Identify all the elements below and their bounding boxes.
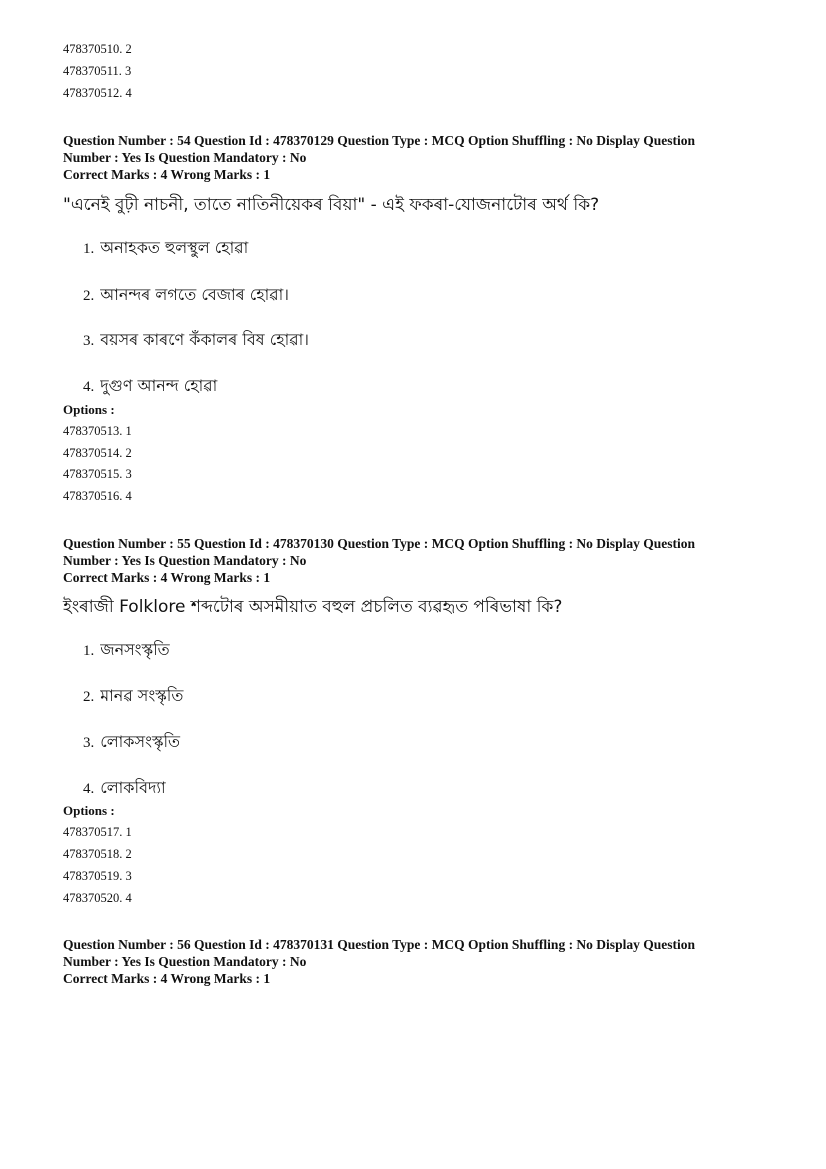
question-54-choice xyxy=(83,330,309,351)
option-id: 478370514. 2 xyxy=(63,446,132,460)
option-id: 478370519. 3 xyxy=(63,869,132,883)
choice-text: আনন্দৰ লগতে বেজাৰ হোৱা। xyxy=(100,285,290,304)
option-id: 478370520. 4 xyxy=(63,891,132,905)
option-id: 478370517. 1 xyxy=(63,825,132,839)
question-55-choice xyxy=(83,686,183,707)
question-54-meta xyxy=(63,132,763,183)
choice-text: লোকবিদ্যা xyxy=(100,778,166,797)
question-meta-line: Number : Yes Is Question Mandatory : No xyxy=(63,150,307,165)
option-id: 478370512. 4 xyxy=(63,86,132,100)
option-id: 478370518. 2 xyxy=(63,847,132,861)
choice-text: মানৱ সংস্কৃতি xyxy=(100,686,184,705)
question-marks: Correct Marks : 4 Wrong Marks : 1 xyxy=(63,971,271,986)
question-meta-line: Number : Yes Is Question Mandatory : No xyxy=(63,954,307,969)
option-id: 478370513. 1 xyxy=(63,424,132,438)
option-id: 478370515. 3 xyxy=(63,467,132,481)
question-marks: Correct Marks : 4 Wrong Marks : 1 xyxy=(63,167,271,182)
choice-number: 3. xyxy=(83,735,95,751)
question-55-text: ইংৰাজী Folklore শব্দটোৰ অসমীয়াত বহুল প্ৰচলিত ব্যৱহৃত পৰিভাষা কি? xyxy=(63,597,563,617)
question-54-choice xyxy=(83,238,248,259)
question-56-meta xyxy=(63,936,763,987)
choice-number: 2. xyxy=(83,288,95,304)
choice-number: 1. xyxy=(83,643,95,659)
question-55-choice xyxy=(83,778,166,799)
choice-number: 3. xyxy=(83,333,95,349)
question-meta-line: Question Number : 55 Question Id : 478370130 Question Type : MCQ Option Shuffling : No Display Question xyxy=(63,536,695,551)
question-54-choice xyxy=(83,285,289,306)
options-label: Options : xyxy=(63,402,115,417)
choice-number: 2. xyxy=(83,689,95,705)
question-meta-line: Question Number : 56 Question Id : 478370131 Question Type : MCQ Option Shuffling : No Display Question xyxy=(63,937,695,952)
question-meta-line: Question Number : 54 Question Id : 478370129 Question Type : MCQ Option Shuffling : No Display Question xyxy=(63,133,695,148)
question-55-choice xyxy=(83,732,180,753)
choice-text: দুগুণ আনন্দ হোৱা xyxy=(100,376,218,395)
option-id: 478370511. 3 xyxy=(63,64,132,78)
option-id: 478370510. 2 xyxy=(63,42,132,56)
choice-number: 4. xyxy=(83,379,95,395)
option-id: 478370516. 4 xyxy=(63,489,132,503)
question-55-choice xyxy=(83,640,170,661)
question-marks: Correct Marks : 4 Wrong Marks : 1 xyxy=(63,570,271,585)
question-54-choice xyxy=(83,376,217,397)
choice-text: জনসংস্কৃতি xyxy=(100,640,170,659)
question-54-text: "এনেই বুঢ়ী নাচনী, তাতে নাতিনীয়েকৰ বিয়া" - এই ফকৰা-যোজনাটোৰ অৰ্থ কি? xyxy=(63,195,600,215)
question-55-meta xyxy=(63,535,763,586)
options-label: Options : xyxy=(63,803,115,818)
question-meta-line: Number : Yes Is Question Mandatory : No xyxy=(63,553,307,568)
choice-text: বয়সৰ কাৰণে কঁকালৰ বিষ হোৱা। xyxy=(100,330,309,349)
choice-number: 4. xyxy=(83,781,95,797)
choice-text: লোকসংস্কৃতি xyxy=(100,732,181,751)
choice-number: 1. xyxy=(83,241,95,257)
choice-text: অনাহকত হুলস্থুল হোৱা xyxy=(100,238,249,257)
